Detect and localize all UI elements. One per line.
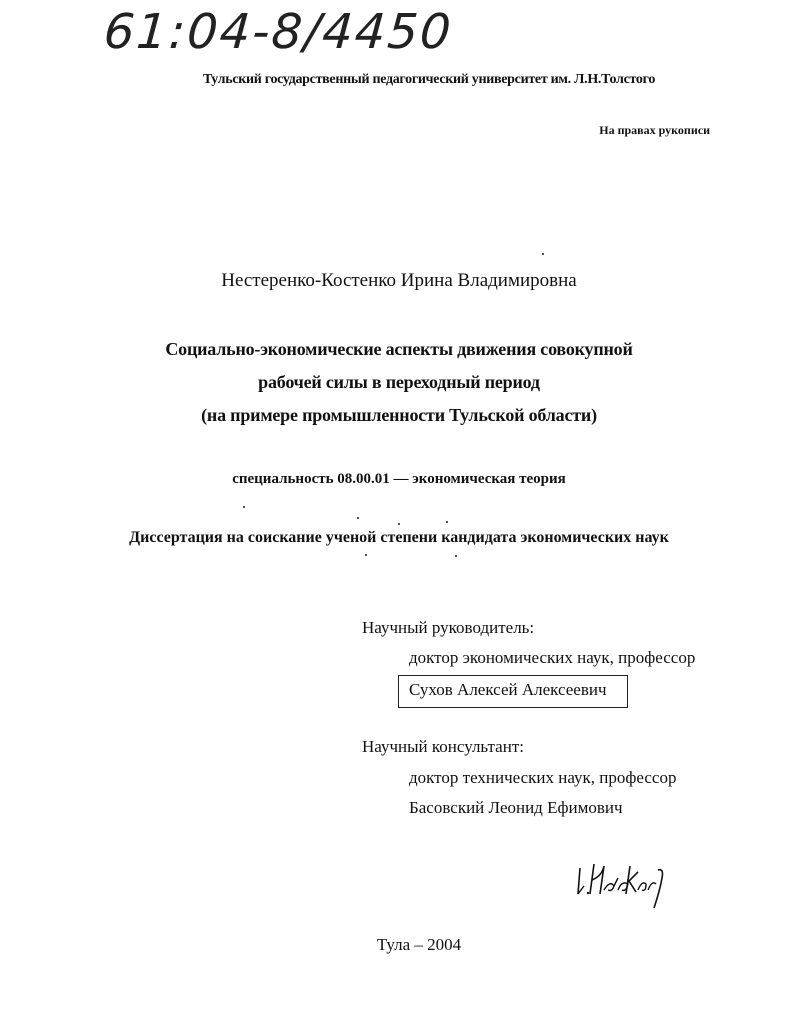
consultant-degree: доктор технических наук, профессор — [409, 768, 677, 787]
supervisor-name: Сухов Алексей Алексеевич — [409, 680, 607, 699]
university-name: Тульский государственный педагогический университет им. Л.Н.Толстого — [202, 72, 656, 87]
consultant-label: Научный консультант: — [362, 737, 524, 756]
scan-speck — [243, 506, 245, 508]
supervisor-degree: доктор экономических наук, профессор — [409, 648, 696, 667]
scan-speck — [365, 554, 367, 556]
title-line-1: Социально-экономические аспекты движения совокупной — [165, 339, 633, 359]
scan-speck — [398, 523, 400, 525]
scan-speck — [357, 517, 359, 519]
author-name: Нестеренко-Костенко Ирина Владимировна — [221, 270, 577, 291]
consultant-name: Басовский Леонид Ефимович — [409, 798, 623, 817]
supervisor-label: Научный руководитель: — [362, 618, 535, 637]
specialty-line: специальность 08.00.01 — экономическая теория — [232, 471, 566, 487]
scan-speck — [542, 253, 544, 255]
scan-speck — [455, 555, 457, 557]
city-year: Тула – 2004 — [376, 935, 462, 954]
dissertation-line: Диссертация на соискание ученой степени кандидата экономических наук — [129, 529, 669, 546]
scan-speck — [446, 521, 448, 523]
rights-note: На правах рукописи — [599, 123, 710, 137]
title-line-3: (на примере промышленности Тульской области) — [201, 405, 597, 425]
title-line-2: рабочей силы в переходный период — [258, 372, 540, 392]
author-signature — [572, 850, 672, 910]
handwritten-archive-code: 61:04-8/4450 — [102, 4, 455, 60]
